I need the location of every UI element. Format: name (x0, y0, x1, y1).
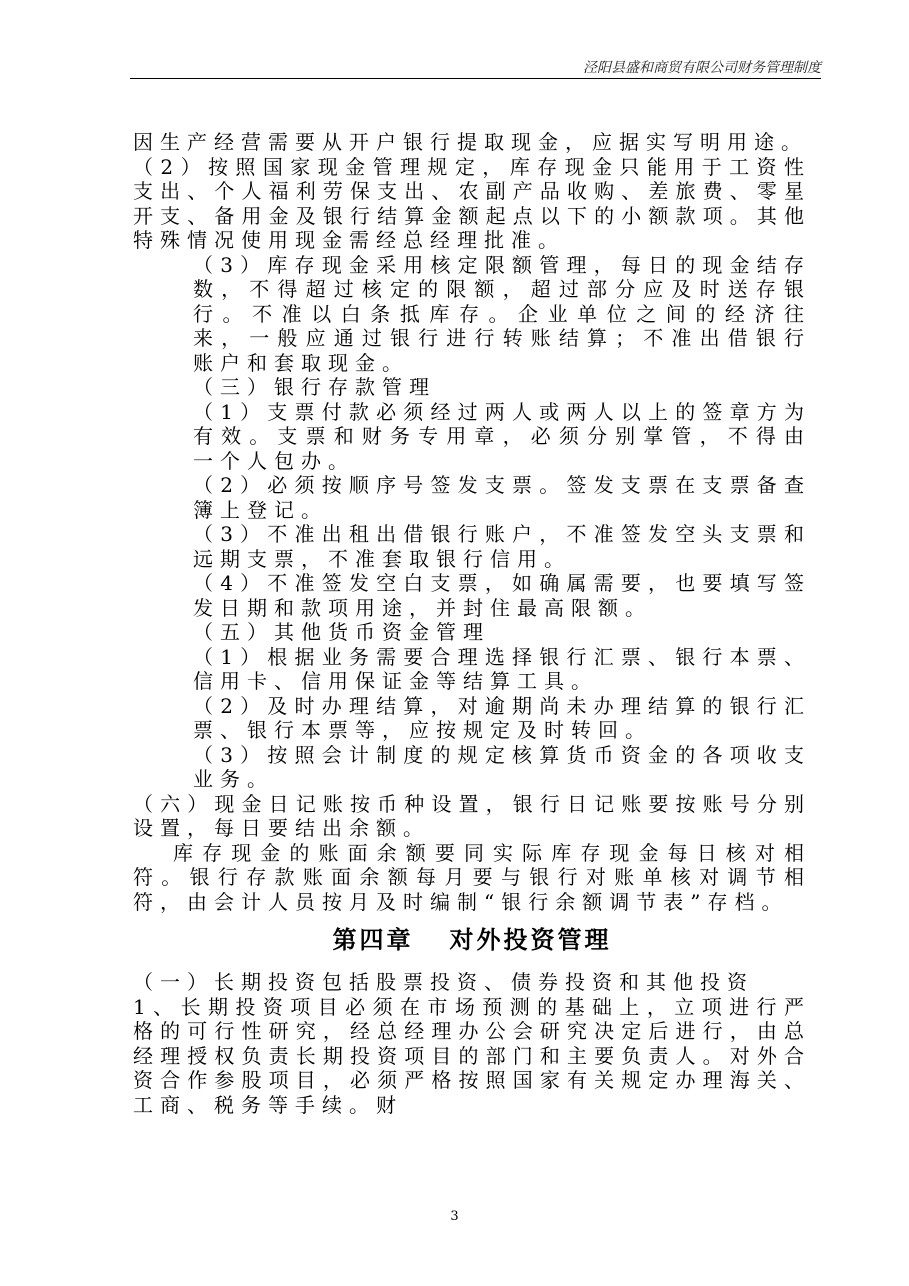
running-header: 泾阳县盛和商贸有限公司财务管理制度 (583, 60, 821, 76)
paragraph: （2）必须按顺序号签发支票。签发支票在支票备查簿上登记。 (193, 473, 811, 522)
paragraph: （一）长期投资包括股票投资、债券投资和其他投资 (133, 970, 754, 994)
paragraph: （五）其他货币资金管理 (193, 620, 490, 644)
paragraph: 1、长期投资项目必须在市场预测的基础上，立项进行严格的可行性研究，经总经理办公会研究决定后进行，由总经理授权负责长期投资项目的部门和主要负责人。对外合资合作参股项目，必须严格按照国家有关规定办理海关、工商、税务等手续。财 (133, 994, 811, 1117)
paragraph: 因生产经营需要从开户银行提取现金，应据实写明用途。 (133, 130, 808, 154)
paragraph: （3）库存现金采用核定限额管理，每日的现金结存数，不得超过核定的限额，超过部分应及时送存银行。不准以白条抵库存。企业单位之间的经济往来，一般应通过银行进行转账结算；不准出借银行账户和套取现金。 (193, 252, 811, 375)
paragraph: 库存现金的账面余额要同实际库存现金每日核对相符。银行存款账面余额每月要与银行对账单核对调节相符，由会计人员按月及时编制“银行余额调节表”存档。 (133, 840, 811, 914)
page-number: 3 (450, 1209, 459, 1224)
header-rule (130, 78, 821, 79)
paragraph: （3）不准出租出借银行账户，不准签发空头支票和远期支票，不准套取银行信用。 (193, 522, 811, 571)
paragraph: （1）支票付款必须经过两人或两人以上的签章方为有效。支票和财务专用章，必须分别掌管，不得由一个人包办。 (193, 399, 811, 473)
paragraph: （2）按照国家现金管理规定，库存现金只能用于工资性支出、个人福利劳保支出、农副产品收购、差旅费、零星开支、备用金及银行结算金额起点以下的小额款项。其他特殊情况使用现金需经总经理批准。 (133, 154, 811, 252)
chapter-heading (133, 924, 811, 956)
paragraph: （三）银行存款管理 (193, 375, 436, 399)
paragraph: （4）不准签发空白支票，如确属需要，也要填写签发日期和款项用途，并封住最高限额。 (193, 571, 811, 620)
paragraph: （1）根据业务需要合理选择银行汇票、银行本票、信用卡、信用保证金等结算工具。 (193, 644, 811, 693)
document-body (133, 130, 811, 1117)
chapter-number: 第四章 (332, 925, 414, 954)
chapter-title: 对外投资管理 (449, 925, 612, 954)
section-cash-management (133, 130, 811, 914)
paragraph: （2）及时办理结算，对逾期尚未办理结算的银行汇票、银行本票等，应按规定及时转回。 (193, 693, 811, 742)
paragraph: （六）现金日记账按币种设置，银行日记账要按账号分别设置，每日要结出余额。 (133, 791, 811, 840)
paragraph: （3）按照会计制度的规定核算货币资金的各项收支业务。 (193, 742, 811, 791)
section-investment (133, 970, 811, 1117)
